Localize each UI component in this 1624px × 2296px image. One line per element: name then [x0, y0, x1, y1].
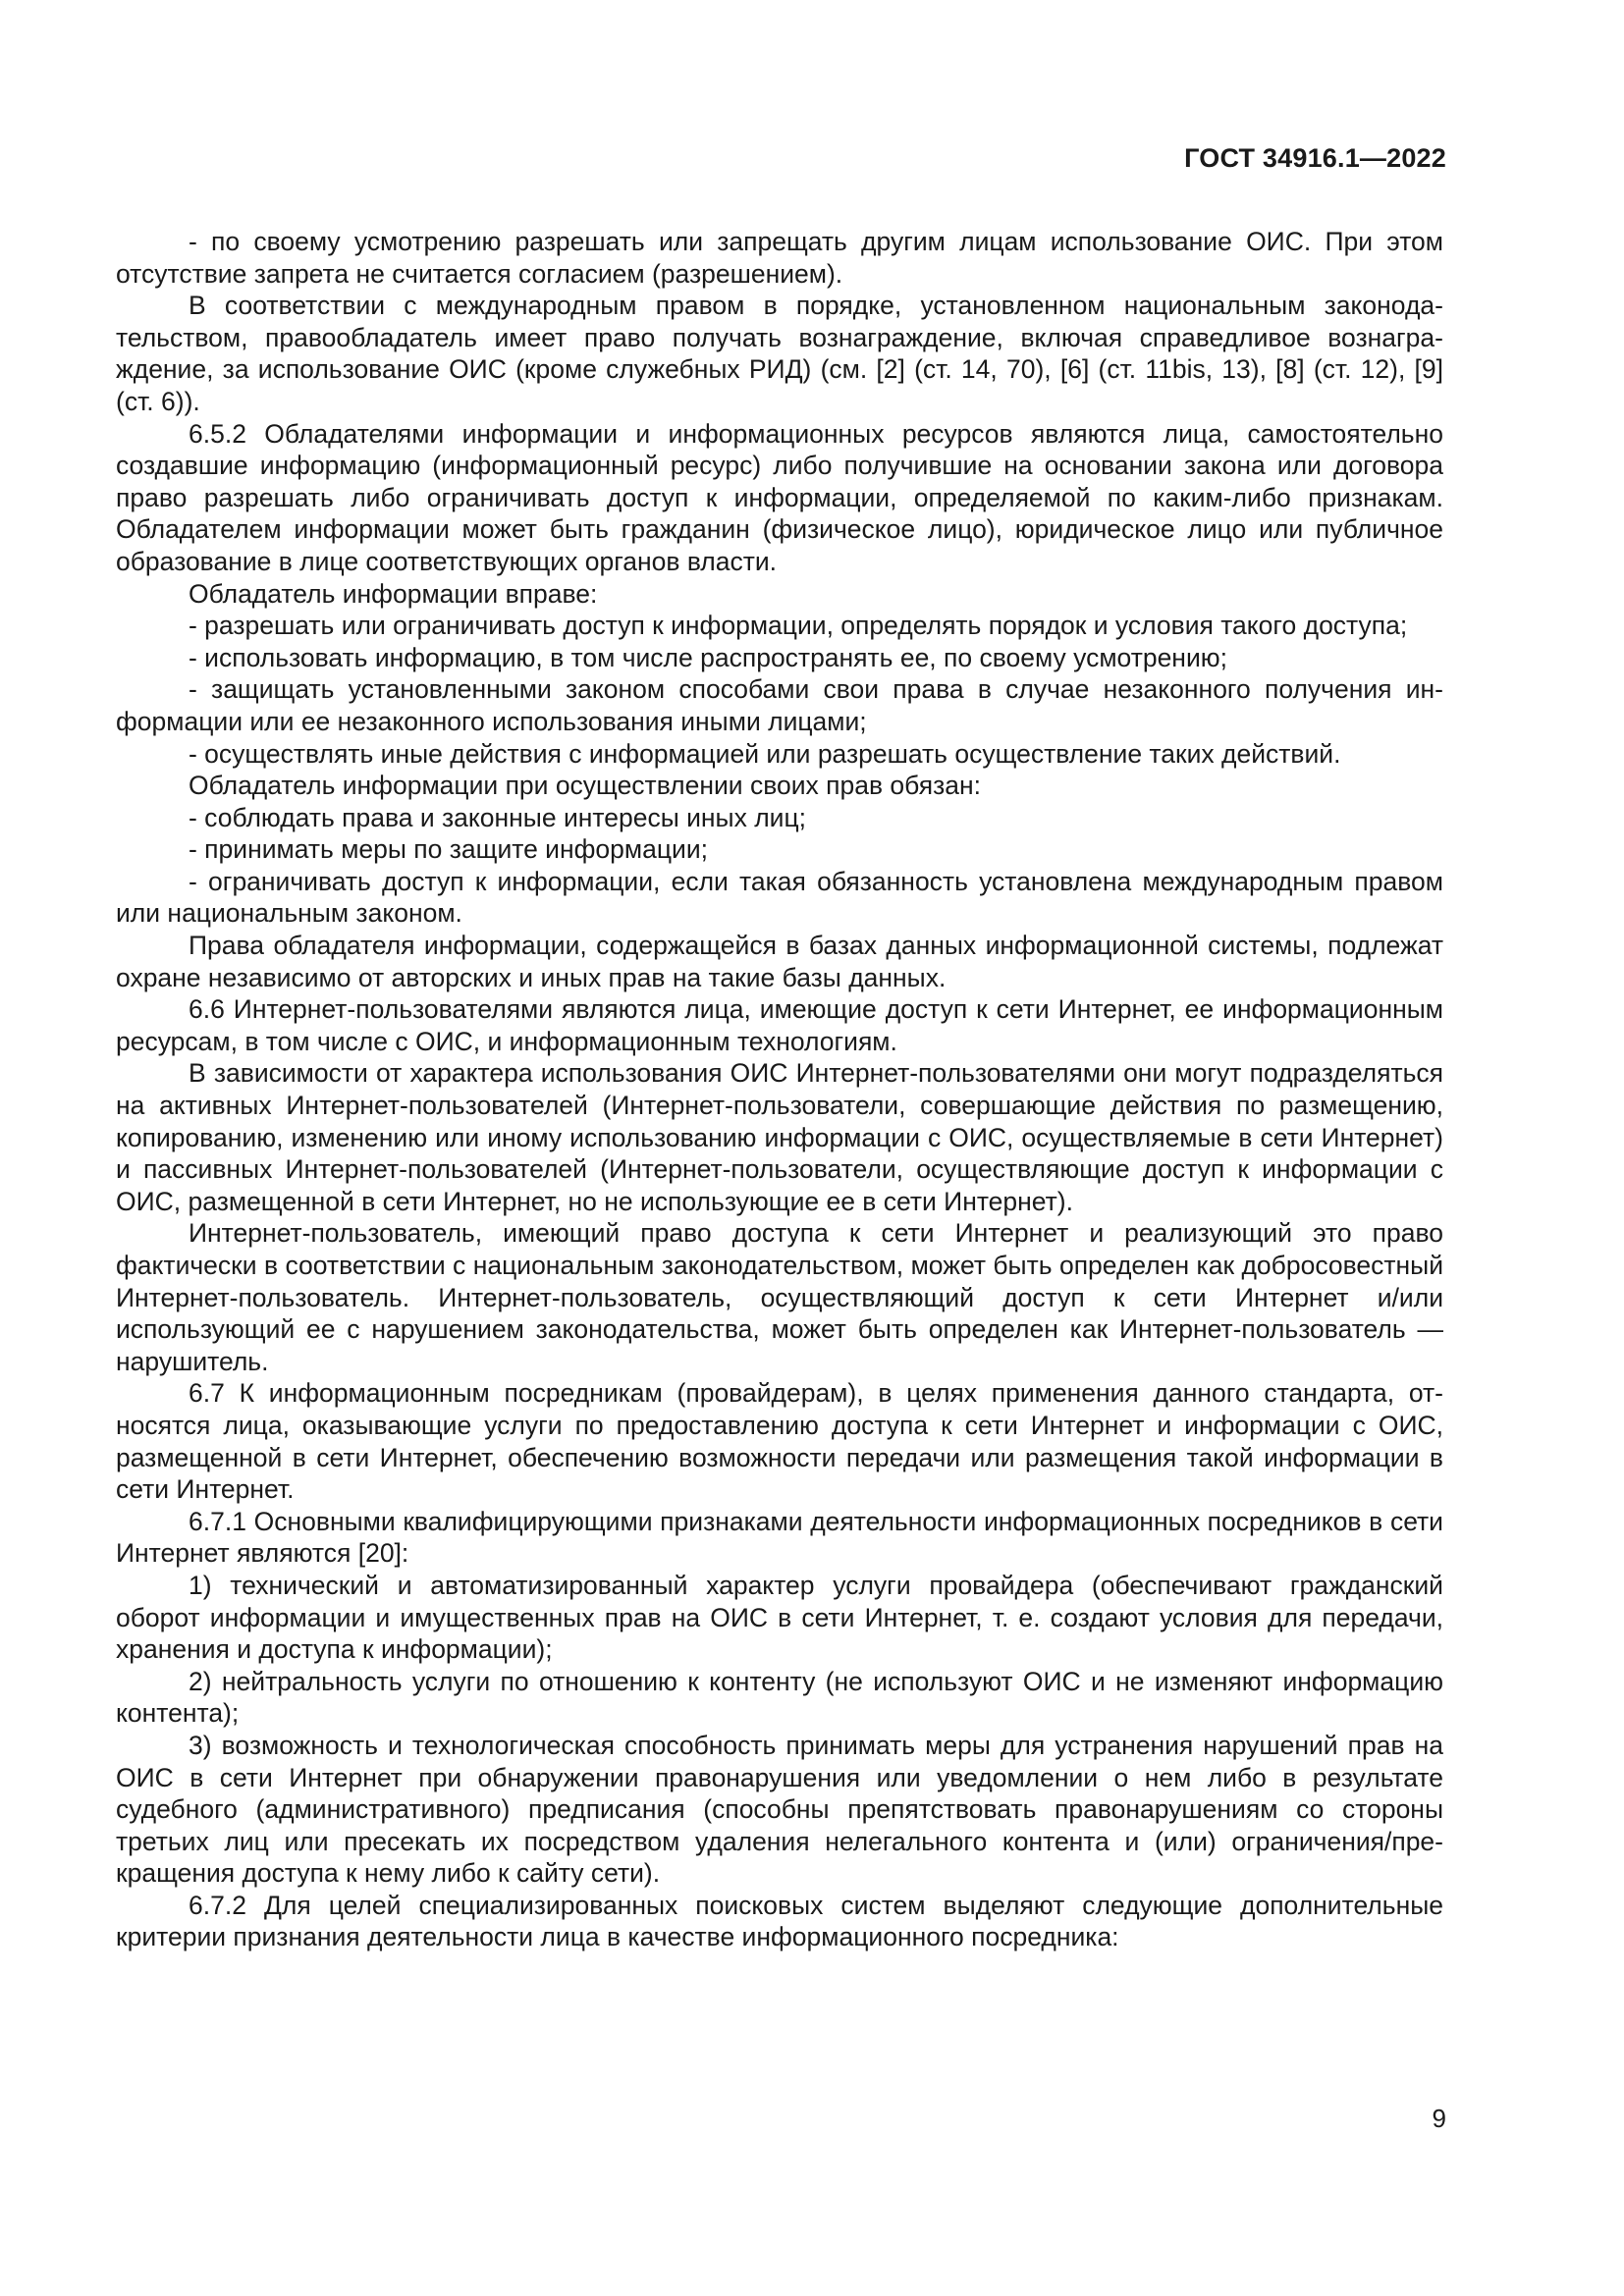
paragraph: - по своему усмотрению разрешать или запрещать другим лицам использование ОИС. При этом отсутствие запрета не считается согласием (разрешением).	[116, 227, 1443, 289]
list-item: - защищать установленными законом способами свои права в случае незаконного получения информации или ее незаконного использования иными лицами;	[116, 674, 1443, 736]
paragraph: Обладатель информации вправе:	[189, 578, 598, 609]
numbered-item: 1) технический и автоматизированный характер услуги провайдера (обеспечивают гражданский оборот информации и имущественных прав на ОИС в сети Интернет, т. е. создают условия для передачи, хранения и доступа к информации);	[116, 1570, 1443, 1665]
paragraph: 6.7.2 Для целей специализированных поисковых систем выделяют следующие дополнительные критерии признания деятельности лица в качестве информационного посредника:	[116, 1890, 1443, 1952]
list-item: - использовать информацию, в том числе распространять ее, по своему усмотрению;	[189, 642, 1227, 672]
paragraph: 6.6 Интернет-пользователями являются лица, имеющие доступ к сети Интернет, ее информационным ресурсам, в том числе с ОИС, и информационным технологиям.	[116, 994, 1443, 1056]
list-item: - соблюдать права и законные интересы иных лиц;	[189, 802, 806, 832]
list-item: - разрешать или ограничивать доступ к информации, определять порядок и условия такого доступа;	[189, 611, 1408, 641]
list-item: - осуществлять иные действия с информацией или разрешать осуществление таких действий.	[189, 738, 1341, 769]
numbered-item: 2) нейтральность услуги по отношению к контенту (не используют ОИС и не изменяют информацию контента);	[116, 1666, 1443, 1729]
paragraph: В соответствии с международным правом в порядке, установленном национальным законодательством, правообладатель имеет право получать вознаграждение, включая справедливое вознаграждение, за использование ОИС (кроме служебных РИД) (см. [2] (ст. 14, 70), [6] (ст. 11bis, 13), [8] (ст. 12), [9] (ст. 6)).	[116, 291, 1443, 416]
paragraph: 6.7 К информационным посредникам (провайдерам), в целях применения данного стандарта, относятся лица, оказывающие услуги по предоставлению доступа к сети Интернет и информации с ОИС, размещенной в сети Интернет, обеспечению возможности передачи или размещения такой информации в сети Интернет.	[116, 1378, 1443, 1505]
numbered-item: 3) возможность и технологическая способность принимать меры для устранения нарушений прав на ОИС в сети Интернет при обнаружении правонарушения или уведомлении о нем либо в результате судебного (административного) предписания (способны препятствовать правонарушениям со стороны третьих лиц или пресекать их посредством удаления нелегального контента и (или) ограничения/прекращения доступа к нему либо к сайту сети).	[116, 1730, 1443, 1889]
document-header-code: ГОСТ 34916.1—2022	[1184, 143, 1446, 173]
document-body	[116, 226, 1443, 1953]
paragraph: В зависимости от характера использования ОИС Интернет-пользователями они могут подразделяться на активных Интернет-пользователей (Интернет-пользователи, совершающие действия по размещению, копированию, изменению или иному использованию информации с ОИС, осуществляемые в сети Интернет) и пассивных Интернет-пользователей (Интернет-пользователи, осуществляющие доступ к информации с ОИС, размещенной в сети Интернет, но не использующие ее в сети Интернет).	[116, 1058, 1443, 1216]
page-number: 9	[1432, 2104, 1446, 2133]
paragraph: Обладатель информации при осуществлении своих прав обязан:	[189, 771, 981, 801]
paragraph: 6.7.1 Основными квалифицирующими признаками деятельности информационных посредников в сети Интернет являются [20]:	[116, 1506, 1443, 1569]
paragraph: Интернет-пользователь, имеющий право доступа к сети Интернет и реализующий это право фактически в соответствии с национальным законодательством, может быть определен как добросовестный Интернет-пользователь. Интернет-пользователь, осуществляющий доступ к сети Интернет и/или использующий ее с нарушением законодательства, может быть определен как Интернет-пользователь — нарушитель.	[116, 1218, 1443, 1376]
list-item: - принимать меры по защите информации;	[189, 834, 709, 865]
list-item: - ограничивать доступ к информации, если такая обязанность установлена международным правом или национальным законом.	[116, 866, 1443, 929]
paragraph: Права обладателя информации, содержащейся в базах данных информационной системы, подлежат охране независимо от авторских и иных прав на такие базы данных.	[116, 931, 1443, 992]
paragraph: 6.5.2 Обладателями информации и информационных ресурсов являются лица, самостоятельно создавшие информацию (информационный ресурс) либо получившие на основании закона или договора право разрешать либо ограничивать доступ к информации, определяемой по каким-либо признакам. Обладателем информации может быть гражданин (физическое лицо), юридическое лицо или публичное образование в лице соответствующих органов власти.	[116, 418, 1443, 576]
